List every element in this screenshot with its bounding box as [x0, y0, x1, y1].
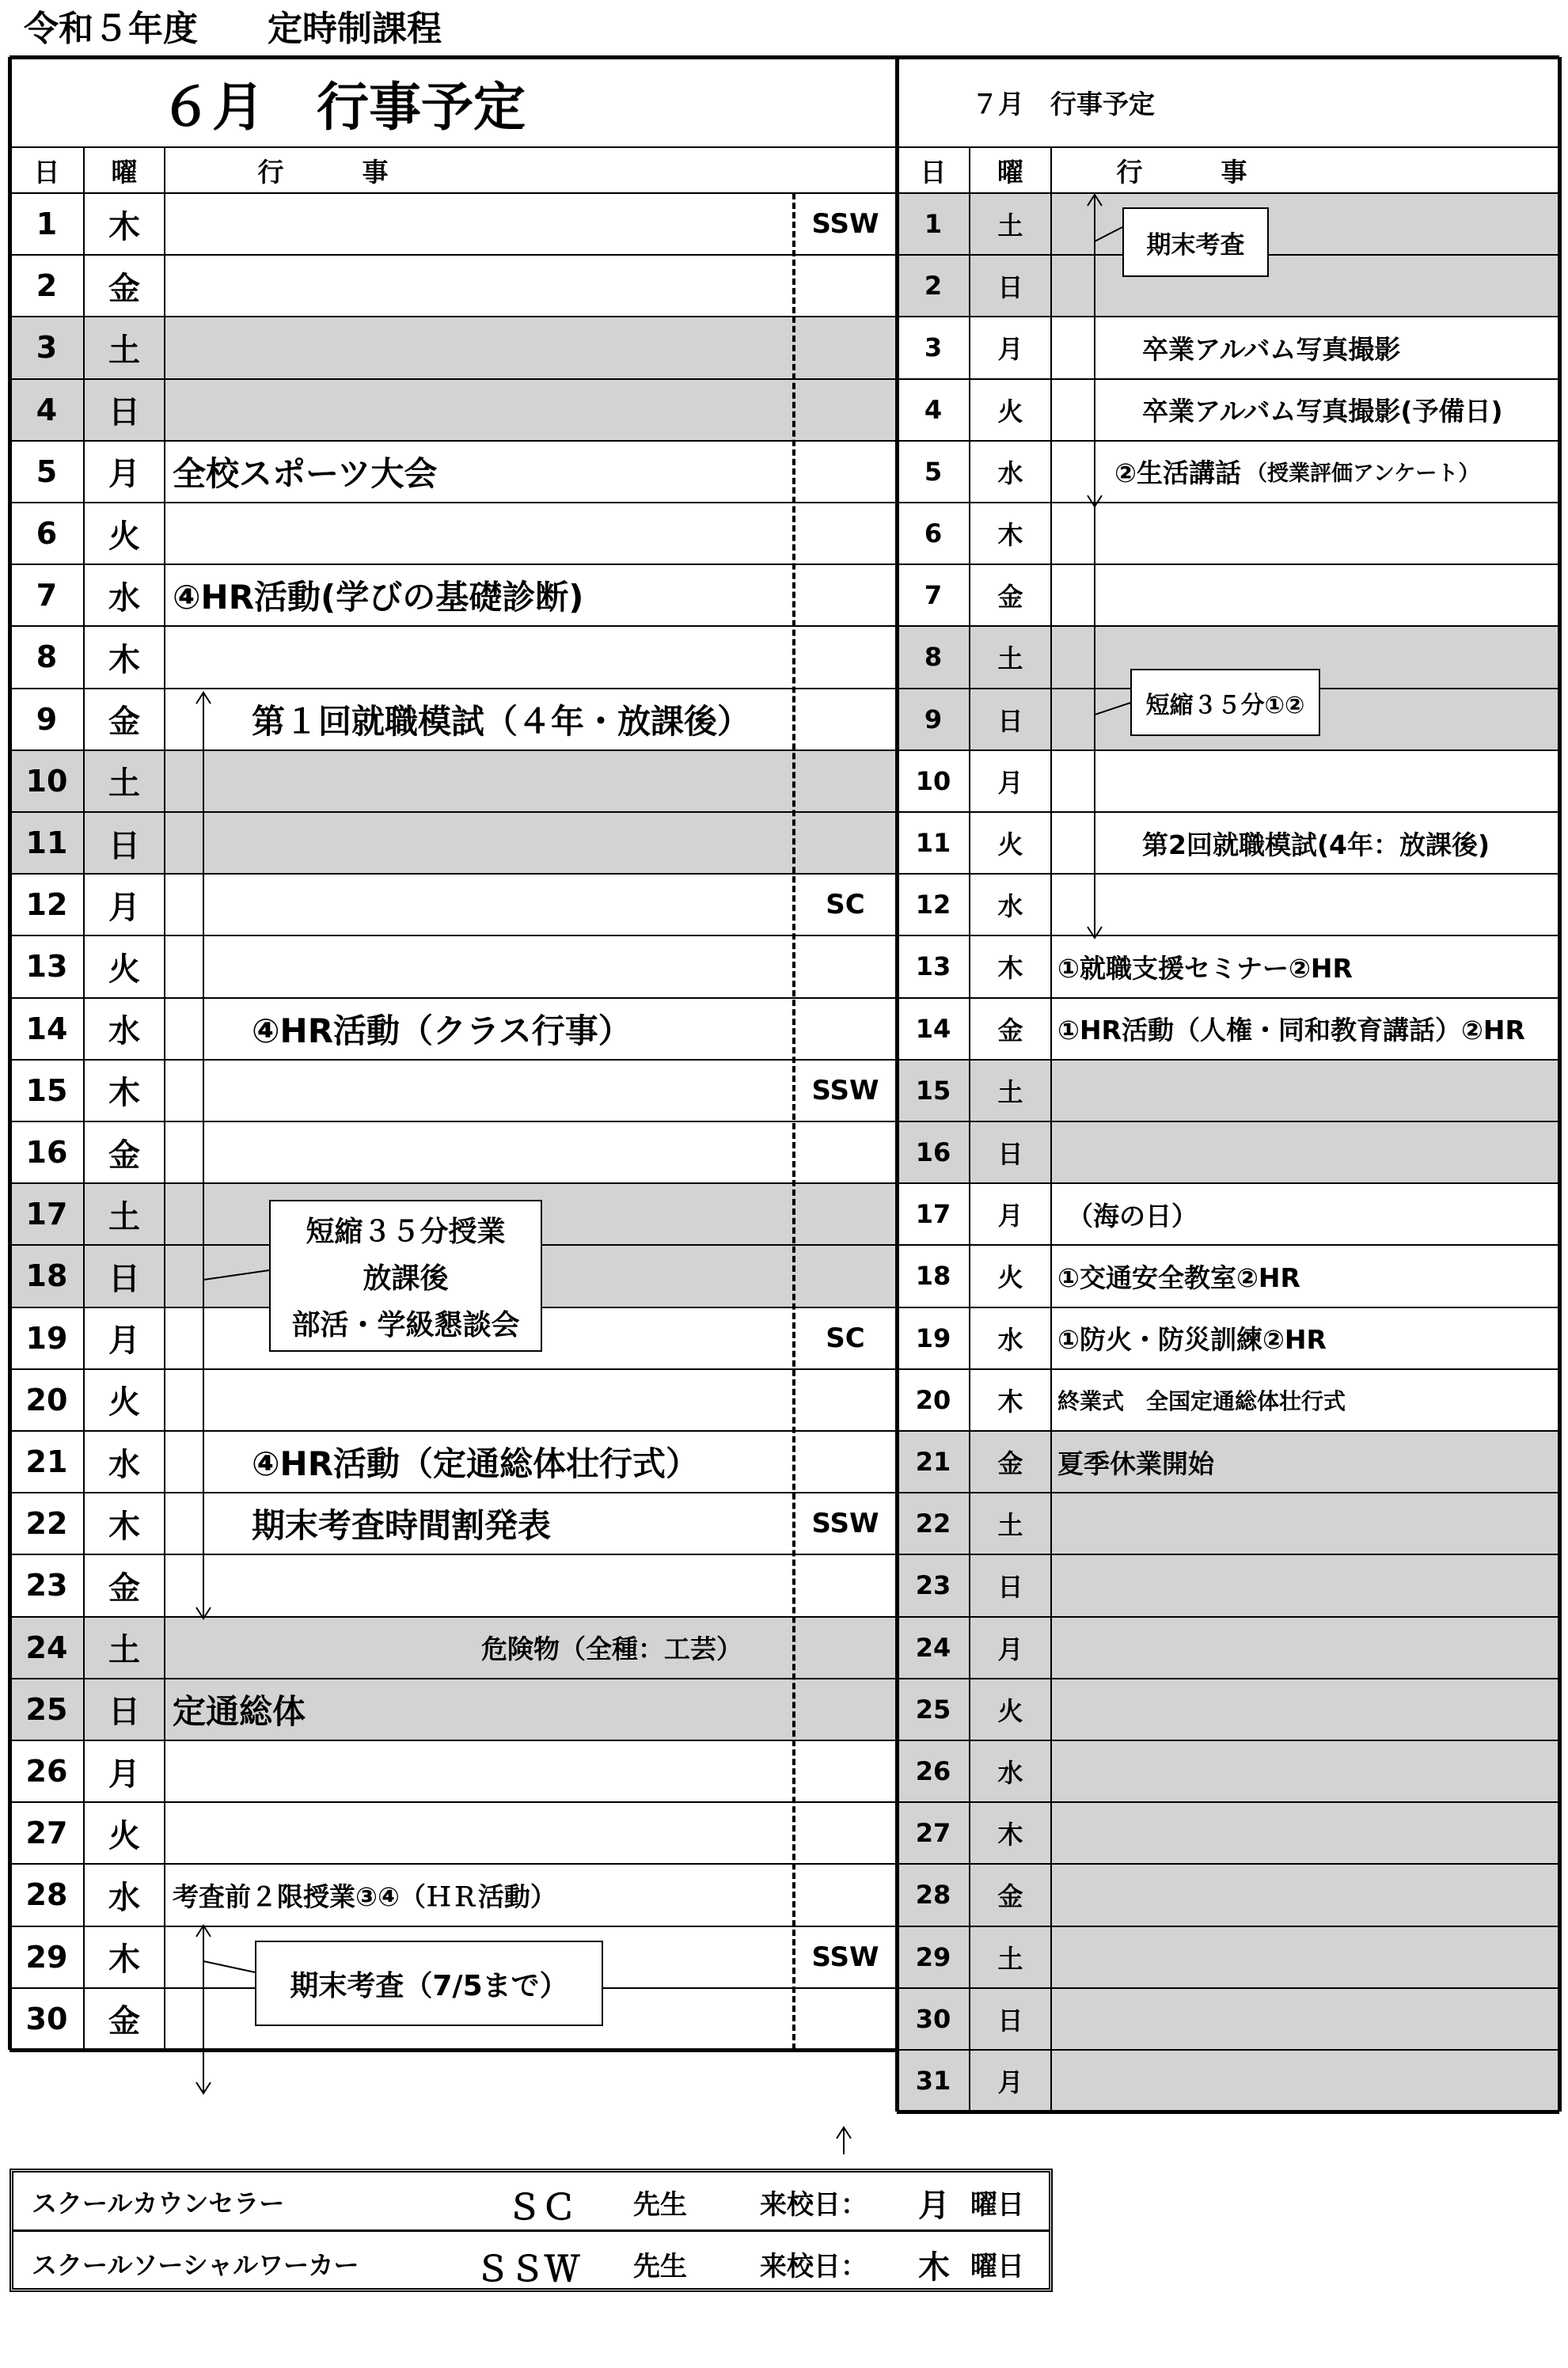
- july-event-text: 第2回就職模試(4年：放課後): [1142, 829, 1490, 860]
- july-weekday-text: 月: [997, 1201, 1023, 1231]
- staff-title: 先生: [633, 2251, 687, 2283]
- july-day-number-text: 18: [915, 1261, 951, 1292]
- june-weekday-text: 水: [108, 579, 140, 617]
- june-day-number-text: 17: [25, 1197, 68, 1232]
- june-day-number-text: 13: [25, 949, 68, 985]
- staff-abbr: ＳＣ: [507, 2188, 576, 2228]
- july-day-number-text: 5: [924, 456, 943, 487]
- staff-abbr: ＳＳＷ: [475, 2249, 579, 2290]
- july-event-text: 卒業アルバム写真撮影: [1142, 333, 1401, 365]
- july-day-number-text: 28: [915, 1880, 951, 1911]
- june-event-text: 危険物（全種：工芸）: [481, 1634, 742, 1665]
- june-day-number-text: 14: [25, 1011, 68, 1046]
- july-event-text: 夏季休業開始: [1057, 1448, 1214, 1479]
- june-weekday-text: 日: [108, 1694, 140, 1731]
- july-exam-leader: [1095, 227, 1122, 241]
- july-day-number-text: 23: [915, 1570, 951, 1601]
- july-weekday-text: 月: [997, 334, 1023, 365]
- june-staff-mark-text: SSW: [811, 1074, 879, 1106]
- july-weekday-text: 火: [997, 1262, 1023, 1293]
- june-day-number-text: 21: [25, 1444, 68, 1480]
- july-weekday-text: 火: [997, 396, 1023, 427]
- june-day-number-text: 23: [25, 1568, 68, 1603]
- june-weekday-text: 土: [108, 765, 140, 803]
- july-weekday-text: 水: [997, 891, 1023, 922]
- july-weekday-text: 金: [997, 1881, 1023, 1912]
- june-day-number-text: 16: [25, 1135, 68, 1171]
- june-day-number-text: 26: [25, 1754, 68, 1789]
- july-shorten-leader: [1095, 703, 1130, 715]
- june-weekday-text: 水: [108, 1446, 140, 1483]
- june-weekday-text: 日: [108, 394, 140, 431]
- july-col-event-text: 行 事: [1116, 156, 1247, 188]
- staff-role: スクールカウンセラー: [32, 2188, 285, 2218]
- july-weekday-text: 土: [997, 1510, 1023, 1541]
- july-shorten-note: [1130, 669, 1320, 736]
- june-event-text: ④HR活動（定通総体壮行式）: [252, 1444, 700, 1484]
- june-day-number-text: 6: [36, 516, 58, 552]
- page-header: 令和５年度 定時制課程: [24, 9, 442, 49]
- staff-visit-suffix: 曜日: [970, 2189, 1024, 2221]
- july-weekday-text: 水: [997, 457, 1023, 488]
- july-day-number-text: 27: [915, 1818, 951, 1849]
- staff-visit-label: 来校日：: [760, 2251, 868, 2283]
- july-event-text: ①HR活動（人権・同和教育講話）②HR: [1057, 1015, 1525, 1046]
- july-day-number-text: 16: [915, 1137, 951, 1168]
- staff-role: スクールソーシャルワーカー: [32, 2250, 359, 2280]
- june-event-text: ④HR活動（クラス行事）: [252, 1011, 632, 1050]
- july-exam-note: [1122, 207, 1269, 277]
- june-weekday-text: 木: [108, 1508, 140, 1545]
- june-weekday-text: 土: [108, 1632, 140, 1669]
- july-col-day-text: 日: [920, 156, 947, 188]
- june-staff-mark-text: SSW: [811, 1941, 879, 1973]
- july-day-number-text: 6: [924, 518, 943, 549]
- staff-visit-day: 月: [918, 2188, 950, 2224]
- june-weekday-text: 日: [108, 1260, 140, 1297]
- july-day-number-text: 25: [915, 1694, 951, 1725]
- july-day-number-text: 15: [915, 1075, 951, 1106]
- june-staff-mark-text: SSW: [811, 1508, 879, 1540]
- june-staff-mark-text: SC: [826, 1322, 865, 1354]
- july-event-text: 卒業アルバム写真撮影(予備日): [1142, 396, 1503, 427]
- july-weekday-text: 木: [997, 1386, 1023, 1417]
- june-weekday-text: 木: [108, 641, 140, 678]
- july-weekday-text: 日: [997, 272, 1023, 303]
- june-day-number-text: 18: [25, 1258, 68, 1294]
- july-day-number-text: 22: [915, 1508, 951, 1539]
- july-weekday-text: 日: [997, 2005, 1023, 2036]
- july-event-note: （授業評価アンケート）: [1245, 461, 1480, 487]
- june-day-number-text: 9: [36, 701, 58, 737]
- june-weekday-text: 金: [108, 1137, 140, 1174]
- july-event-text: ①防火・防災訓練②HR: [1057, 1324, 1327, 1356]
- june-staff-mark-text: SC: [826, 889, 865, 921]
- july-weekday-text: 火: [997, 829, 1023, 860]
- july-day-number-text: 24: [915, 1632, 951, 1663]
- june-shorten-note-line: 部活・学級懇談会: [291, 1308, 520, 1341]
- july-day-number-text: 12: [915, 890, 951, 920]
- july-day-number-text: 19: [915, 1323, 951, 1353]
- july-weekday-text: 日: [997, 705, 1023, 736]
- july-day-number-text: 1: [924, 209, 943, 240]
- june-day-number-text: 1: [36, 207, 58, 242]
- june-weekday-text: 火: [108, 518, 140, 555]
- july-day-number-text: 8: [924, 642, 943, 673]
- july-event-text: 終業式 全国定通総体壮行式: [1057, 1387, 1346, 1414]
- july-weekday-text: 木: [997, 520, 1023, 551]
- june-day-number-text: 28: [25, 1877, 68, 1913]
- june-day-number-text: 5: [36, 453, 58, 489]
- june-day-number-text: 30: [25, 2001, 68, 2036]
- june-day-number-text: 12: [25, 887, 68, 923]
- july-day-number-text: 3: [924, 332, 943, 363]
- june-weekday-text: 木: [108, 1941, 140, 1979]
- june-shorten-note: [269, 1200, 542, 1352]
- july-weekday-text: 日: [997, 1572, 1023, 1603]
- june-weekday-text: 金: [108, 2003, 140, 2040]
- june-weekday-text: 火: [108, 951, 140, 988]
- june-col-event-text: 行 事: [257, 156, 389, 188]
- june-weekday-text: 水: [108, 1879, 140, 1916]
- june-day-number-text: 15: [25, 1072, 68, 1108]
- june-shorten-leader: [203, 1270, 269, 1280]
- june-staff-mark-text: SSW: [811, 208, 879, 241]
- june-weekday-text: 木: [108, 208, 140, 245]
- june-event-text: 定通総体: [173, 1691, 306, 1731]
- june-weekday-text: 木: [108, 1075, 140, 1112]
- june-day-number-text: 2: [36, 268, 58, 304]
- june-weekday-text: 月: [108, 1323, 140, 1360]
- july-day-number-text: 2: [924, 271, 943, 302]
- staff-visit-label: 来校日：: [760, 2189, 868, 2221]
- june-weekday-text: 月: [108, 889, 140, 926]
- june-day-number-text: 19: [25, 1320, 68, 1356]
- july-weekday-text: 水: [997, 1324, 1023, 1355]
- june-weekday-text: 土: [108, 332, 140, 369]
- june-day-number-text: 29: [25, 1939, 68, 1975]
- june-day-number-text: 27: [25, 1816, 68, 1851]
- july-weekday-text: 火: [997, 1695, 1023, 1726]
- july-day-number-text: 31: [915, 2066, 951, 2097]
- june-weekday-text: 火: [108, 1384, 140, 1421]
- july-weekday-text: 月: [997, 1634, 1023, 1664]
- june-exam-leader: [203, 1961, 255, 1972]
- june-day-number-text: 22: [25, 1506, 68, 1542]
- staff-title: 先生: [633, 2189, 687, 2221]
- july-day-number-text: 26: [915, 1756, 951, 1787]
- july-shorten-note-line: 短縮３５分①②: [1145, 691, 1305, 719]
- june-event-text: 考査前２限授業③④（ＨＲ活動）: [173, 1880, 556, 1912]
- june-title-text: ６月 行事予定: [160, 76, 526, 138]
- july-day-number-text: 13: [915, 951, 951, 982]
- june-weekday-text: 月: [108, 456, 140, 493]
- july-day-number-text: 11: [915, 828, 951, 859]
- july-day-number-text: 21: [915, 1447, 951, 1478]
- july-weekday-text: 月: [997, 767, 1023, 798]
- june-event-text: 第１回就職模試（４年・放課後）: [252, 701, 751, 741]
- june-weekday-text: 水: [108, 1013, 140, 1050]
- june-weekday-text: 火: [108, 1817, 140, 1854]
- july-weekday-text: 日: [997, 1139, 1023, 1170]
- june-weekday-text: 日: [108, 827, 140, 864]
- july-day-number-text: 4: [924, 394, 943, 425]
- july-weekday-text: 土: [997, 211, 1023, 241]
- june-day-number-text: 20: [25, 1382, 68, 1417]
- june-weekday-text: 金: [108, 704, 140, 741]
- july-day-number-text: 7: [924, 580, 943, 611]
- june-day-number-text: 7: [36, 578, 58, 613]
- july-weekday-text: 木: [997, 953, 1023, 984]
- june-day-number-text: 3: [36, 330, 58, 366]
- july-weekday-text: 金: [997, 1448, 1023, 1479]
- june-day-number-text: 8: [36, 639, 58, 675]
- june-shorten-note-line: 短縮３５分授業: [306, 1215, 506, 1248]
- june-day-number-text: 4: [36, 392, 58, 427]
- july-day-number-text: 29: [915, 1941, 951, 1972]
- june-day-number-text: 25: [25, 1691, 68, 1727]
- july-event-text: ②生活講話: [1114, 457, 1241, 489]
- june-day-number-text: 24: [25, 1630, 68, 1665]
- june-day-number-text: 11: [25, 825, 68, 861]
- july-weekday-text: 水: [997, 1758, 1023, 1789]
- june-event-text: 期末考査時間割発表: [252, 1506, 552, 1546]
- july-event-text: ①交通安全教室②HR: [1057, 1262, 1300, 1293]
- july-event-text: ①就職支援セミナー②HR: [1057, 952, 1353, 984]
- june-day-number-text: 10: [25, 763, 68, 799]
- july-day-number-text: 9: [924, 704, 943, 734]
- june-col-weekday-text: 曜: [111, 156, 138, 188]
- july-col-weekday-text: 曜: [997, 156, 1023, 188]
- june-exam-note: [255, 1941, 603, 2026]
- july-day-number-text: 10: [915, 765, 951, 796]
- july-exam-note-line: 期末考査: [1146, 230, 1245, 260]
- july-weekday-text: 金: [997, 1015, 1023, 1045]
- june-exam-note-line: 期末考査（7/5まで）: [290, 1969, 568, 2002]
- july-weekday-text: 金: [997, 582, 1023, 613]
- june-event-text: ④HR活動(学びの基礎診断): [173, 578, 584, 617]
- june-col-day-text: 日: [33, 156, 60, 188]
- june-weekday-text: 金: [108, 270, 140, 307]
- staff-visit-suffix: 曜日: [970, 2251, 1024, 2283]
- july-day-number-text: 30: [915, 2003, 951, 2034]
- june-weekday-text: 土: [108, 1198, 140, 1235]
- july-weekday-text: 土: [997, 643, 1023, 674]
- july-event-text: （海の日）: [1067, 1200, 1198, 1231]
- july-day-number-text: 14: [915, 1013, 951, 1044]
- june-shorten-note-line: 放課後: [363, 1262, 449, 1295]
- july-weekday-text: 土: [997, 1943, 1023, 1974]
- june-event-text: 全校スポーツ大会: [173, 453, 438, 493]
- july-weekday-text: 木: [997, 1820, 1023, 1850]
- july-weekday-text: 月: [997, 2067, 1023, 2098]
- june-weekday-text: 金: [108, 1569, 140, 1607]
- july-day-number-text: 20: [915, 1384, 951, 1415]
- july-day-number-text: 17: [915, 1199, 951, 1230]
- june-weekday-text: 月: [108, 1755, 140, 1793]
- july-weekday-text: 土: [997, 1076, 1023, 1107]
- july-title-text: ７月 行事予定: [972, 88, 1155, 120]
- staff-visit-day: 木: [918, 2249, 950, 2286]
